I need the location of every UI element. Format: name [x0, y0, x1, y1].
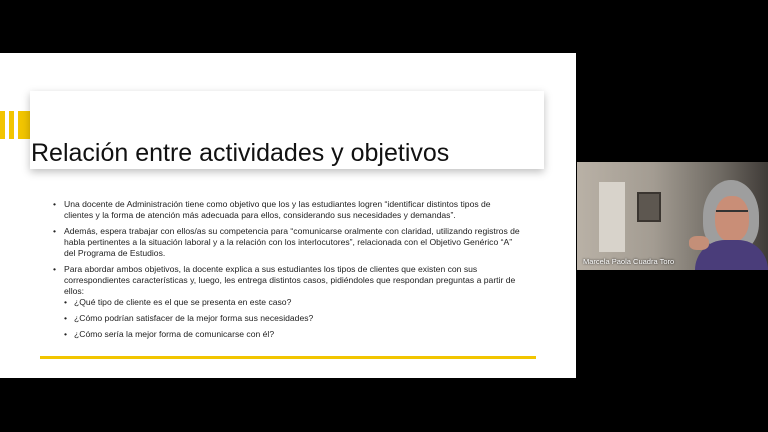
question-item: • ¿Cómo sería la mejor forma de comunicarse con él? — [62, 329, 502, 340]
footer-rule — [40, 356, 536, 359]
question-item: • ¿Qué tipo de cliente es el que se presenta en este caso? — [62, 297, 502, 308]
slide-title: Relación entre actividades y objetivos — [31, 139, 450, 167]
participant-glasses — [716, 210, 748, 218]
participant-name-label: Marcela Paola Cuadra Toro — [583, 257, 675, 266]
participant-hand — [689, 236, 709, 250]
participant-video-tile[interactable] — [577, 162, 768, 270]
accent-bars — [0, 111, 30, 139]
question-item: • ¿Cómo podrían satisfacer de la mejor forma sus necesidades? — [62, 313, 502, 324]
video-picture-frame — [637, 192, 661, 222]
bullet-item: • Para abordar ambos objetivos, la docente explica a sus estudiantes los tipos de clientes que existen con sus correspondientes características y, luego, les entrega distintos casos, pidiéndoles que respondan preguntas a partir de ellos: — [50, 264, 520, 297]
question-list — [62, 297, 502, 345]
bullet-item: • Además, espera trabajar con ellos/as su competencia para “comunicarse oralmente con claridad, utilizando registros de habla pertinentes a la situación laboral y a la relación con los interlocutores”, relacionada con el Objetivo Genérico “A” del Programa de Estudios. — [50, 226, 520, 259]
video-door — [599, 182, 625, 252]
presentation-slide — [0, 53, 576, 378]
bullet-item: • Una docente de Administración tiene como objetivo que los y las estudiantes logren “identificar distintos tipos de clientes y la forma de atención más adecuada para ellos, considerando sus necesidades y demandas”. — [50, 199, 520, 221]
bullet-list — [50, 199, 520, 302]
participant-face — [715, 196, 749, 242]
